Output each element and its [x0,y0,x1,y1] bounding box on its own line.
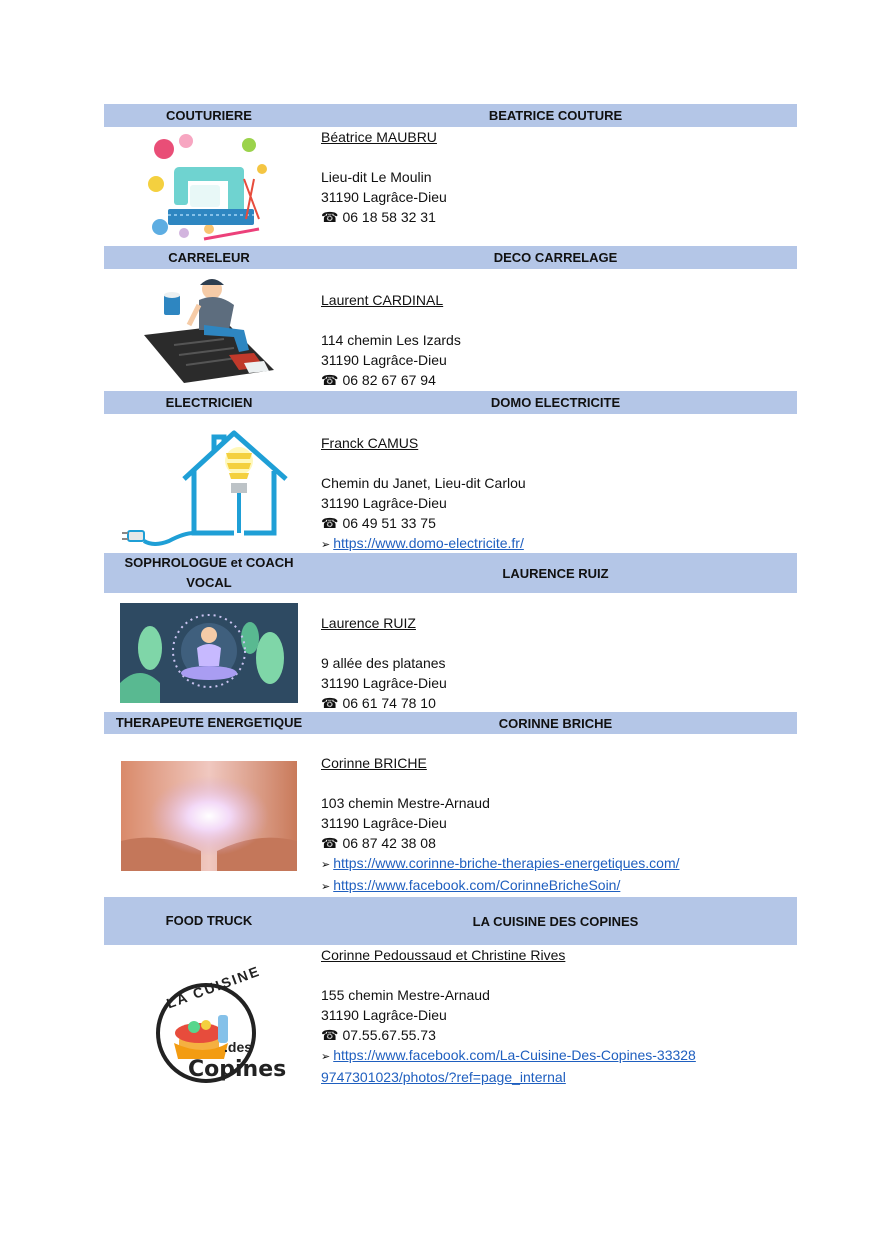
energy-hands-icon [104,734,314,897]
business-cell: BEATRICE COUTURE [488,108,623,123]
address-line: 103 chemin Mestre-Arnaud [321,795,490,811]
phone-number: 06 82 67 67 94 [342,372,436,388]
contact-name: Franck CAMUS [321,435,419,451]
phone-number: 06 61 74 78 10 [342,695,436,711]
address-city: 31190 Lagrâce-Dieu [321,495,447,511]
business-cell: DOMO ELECTRICITE [490,395,621,410]
phone-number: 07.55.67.55.73 [342,1027,436,1043]
link-line [321,1045,701,1087]
sewing-machine-icon [104,127,314,246]
phone-line [321,833,797,853]
phone-icon: ☎ [321,209,339,225]
business-cell: CORINNE BRICHE [498,715,613,731]
link-line [321,875,797,897]
header-row [104,897,797,945]
facebook-link[interactable]: https://www.facebook.com/La-Cuisine-Des-Copines-333289747301023/photos/?ref=page_internal [321,1047,696,1085]
category-cell: FOOD TRUCK [165,913,253,928]
entry-info [314,734,797,897]
address-line: 114 chemin Les Izards [321,332,461,348]
header-row [104,391,797,414]
phone-line [321,513,797,533]
phone-icon: ☎ [321,695,339,711]
business-cell: LA CUISINE DES COPINES [472,913,639,929]
entry-row [104,269,797,391]
phone-icon: ☎ [321,835,339,851]
contact-name: Corinne Pedoussaud et Christine Rives [321,947,566,963]
entry-row [104,414,797,553]
cuisine-copines-logo [104,945,314,1090]
address-line: Lieu-dit Le Moulin [321,169,432,185]
address-city: 31190 Lagrâce-Dieu [321,1007,447,1023]
address-line: Chemin du Janet, Lieu-dit Carlou [321,475,526,491]
phone-number: 06 49 51 33 75 [342,515,436,531]
address-line: 155 chemin Mestre-Arnaud [321,987,490,1003]
header-row [104,553,797,593]
facebook-link[interactable]: https://www.facebook.com/CorinneBricheSoin/ [333,877,621,893]
phone-line [321,1025,797,1045]
entry-row [104,734,797,897]
header-row [104,712,797,734]
entry-info [314,945,797,1090]
phone-number: 06 87 42 38 08 [342,835,436,851]
address-city: 31190 Lagrâce-Dieu [321,815,447,831]
entry-info [314,127,797,246]
website-link[interactable]: https://www.domo-electricite.fr/ [333,535,524,551]
arrow-bullet-icon: ➢ [321,1051,331,1063]
address-line: 9 allée des platanes [321,655,446,671]
category-cell: COUTURIERE [166,107,252,123]
logo-bottom-text: Copines [188,1057,287,1082]
arrow-bullet-icon: ➢ [321,881,331,893]
arrow-bullet-icon: ➢ [321,859,331,871]
address-city: 31190 Lagrâce-Dieu [321,189,447,205]
phone-line [321,370,797,390]
phone-icon: ☎ [321,372,339,388]
entry-row [104,127,797,246]
phone-number: 06 18 58 32 31 [342,209,436,225]
contact-name: Béatrice MAUBRU [321,129,437,145]
contact-name: Laurent CARDINAL [321,292,444,308]
address-city: 31190 Lagrâce-Dieu [321,352,447,368]
entry-info [314,593,797,712]
meditation-icon [104,593,314,712]
header-row [104,104,797,127]
category-cell: CARRELEUR [168,249,250,265]
category-cell: THERAPEUTE ENERGETIQUE [115,715,303,730]
entry-info [314,414,797,553]
tiler-icon [104,269,314,391]
link-line [321,533,797,555]
phone-icon: ☎ [321,515,339,531]
phone-line [321,693,797,713]
category-cell: ELECTRICIEN [165,394,253,410]
category-cell: SOPHROLOGUE et COACH VOCAL [124,555,294,590]
arrow-bullet-icon: ➢ [321,539,331,551]
business-cell: LAURENCE RUIZ [502,565,609,581]
logo-top-text: LA CUISINE [164,962,263,1012]
business-cell: DECO CARRELAGE [493,250,618,265]
contact-name: Corinne BRICHE [321,755,427,771]
website-link[interactable]: https://www.corinne-briche-therapies-energetiques.com/ [333,855,680,871]
address-city: 31190 Lagrâce-Dieu [321,675,447,691]
entry-row [104,593,797,712]
house-bulb-icon [104,414,314,553]
header-row [104,246,797,269]
link-line [321,853,797,875]
logo-mid-text: .des [224,1039,253,1055]
phone-line [321,207,797,227]
entry-info [314,269,797,391]
contact-name: Laurence RUIZ [321,615,416,631]
phone-icon: ☎ [321,1027,339,1043]
directory-table [104,104,797,1090]
entry-row [104,945,797,1090]
